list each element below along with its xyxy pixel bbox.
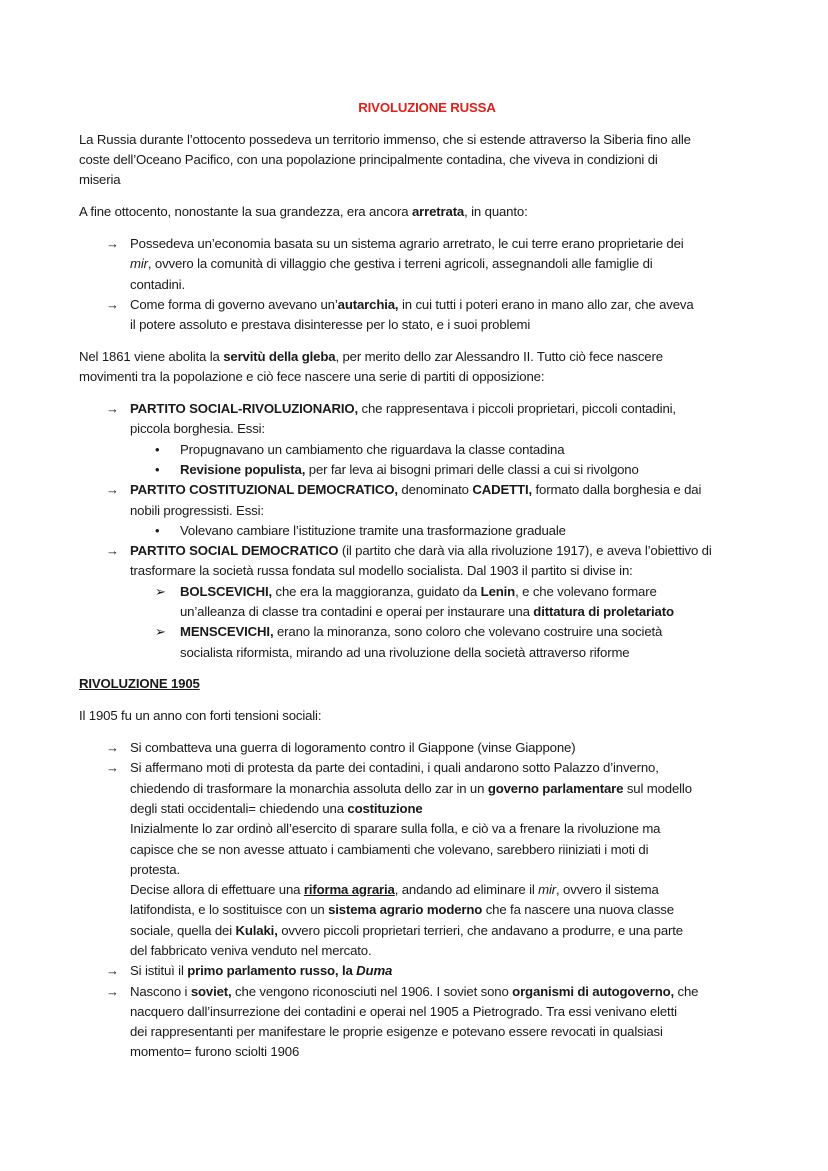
list-item bbox=[79, 541, 779, 582]
text-run: Come forma di governo avevano un’ bbox=[130, 296, 338, 312]
text-run: socialista riformista, mirando ad una rivoluzione della società attraverso riforme bbox=[180, 644, 630, 660]
text-line bbox=[79, 98, 779, 118]
bold-text: riforma agraria bbox=[303, 882, 395, 898]
chevron-icon: ➢ bbox=[155, 624, 166, 640]
text-line bbox=[130, 921, 779, 941]
bullet-icon: • bbox=[155, 522, 160, 538]
text-line bbox=[130, 234, 779, 254]
text-line bbox=[130, 480, 779, 500]
text-run: il potere assoluto e prestava disinteresse per lo stato, e i suoi problemi bbox=[130, 317, 531, 333]
text-run: miseria bbox=[79, 172, 121, 188]
text-block bbox=[79, 347, 779, 388]
text-run: capisce che se non avesse attuato i cambiamenti che volevano, sarebbero riiniziati i moti di bbox=[130, 841, 649, 857]
arrow-icon: → bbox=[106, 296, 119, 312]
bold-text: BOLSCEVICHI, bbox=[180, 583, 272, 599]
text-line bbox=[180, 622, 779, 642]
text-run: nobili progressisti. Essi: bbox=[130, 502, 264, 518]
text-line bbox=[79, 706, 779, 726]
text-line bbox=[130, 419, 779, 439]
text-line bbox=[180, 440, 779, 460]
bold-text: Duma bbox=[356, 963, 393, 979]
arrow-icon: → bbox=[106, 983, 119, 999]
bold-text: autarchia, bbox=[337, 296, 399, 312]
text-run: Propugnavano un cambiamento che riguardava la classe contadina bbox=[180, 441, 565, 457]
bold-text: Lenin bbox=[480, 583, 516, 599]
text-run: che vengono riconosciuti nel 1906. I soviet sono bbox=[231, 983, 513, 999]
list-item bbox=[79, 582, 779, 623]
text-run: che era la maggioranza, guidato da bbox=[272, 583, 481, 599]
list-item bbox=[79, 521, 779, 541]
bold-text: PARTITO SOCIAL-RIVOLUZIONARIO, bbox=[130, 401, 358, 417]
text-run: Il 1905 fu un anno con forti tensioni sociali: bbox=[79, 708, 322, 724]
bold-text: organismi di autogoverno, bbox=[512, 983, 675, 999]
bold-text: CADETTI, bbox=[472, 482, 532, 498]
text-run: trasformare la società russa fondata sul modello socialista. Dal 1903 il partito si divise in: bbox=[130, 563, 633, 579]
text-run: formato dalla borghesia e dai bbox=[531, 482, 702, 498]
text-run: denominato bbox=[397, 482, 473, 498]
text-line bbox=[180, 521, 779, 541]
text-run: Si affermano moti di protesta da parte dei contadini, i quali andarono sotto Palazzo d’inverno, bbox=[130, 760, 659, 776]
text-run: Si combatteva una guerra di logoramento contro il Giappone (vinse Giappone) bbox=[130, 740, 576, 756]
text-line bbox=[180, 460, 779, 480]
text-line bbox=[130, 779, 779, 799]
list-item bbox=[79, 440, 779, 460]
text-line bbox=[130, 758, 779, 778]
list-item bbox=[79, 622, 779, 663]
bold-text: primo parlamento russo, la bbox=[187, 963, 357, 979]
document-page bbox=[79, 98, 779, 1074]
text-run: Nel 1861 viene abolita la bbox=[79, 348, 224, 364]
text-run: Si istituì il bbox=[130, 963, 188, 979]
bold-text: costituzione bbox=[347, 800, 423, 816]
bold-text: sistema agrario moderno bbox=[328, 902, 483, 918]
text-run: chiedendo di trasformare la monarchia assoluta dello zar in un bbox=[130, 780, 488, 796]
text-run: latifondista, e lo sostituisce con un bbox=[130, 902, 329, 918]
bold-text: arretrata bbox=[411, 204, 465, 220]
text-line bbox=[130, 1002, 779, 1022]
parties-list bbox=[79, 399, 779, 663]
text-block bbox=[79, 674, 779, 694]
italic-text: mir bbox=[538, 882, 557, 898]
arrow-icon: → bbox=[106, 740, 119, 756]
text-run: (il partito che darà via alla rivoluzione 1917), e aveva l’obiettivo di bbox=[338, 543, 712, 559]
text-line bbox=[130, 900, 779, 920]
text-line bbox=[130, 1022, 779, 1042]
text-line bbox=[79, 170, 779, 190]
bullet-icon: • bbox=[155, 441, 160, 457]
chevron-icon: ➢ bbox=[155, 583, 166, 599]
text-block bbox=[79, 706, 779, 726]
text-run: Decise allora di effettuare una bbox=[130, 882, 304, 898]
bold-text: PARTITO COSTITUZIONAL DEMOCRATICO, bbox=[130, 482, 398, 498]
arrow-icon: → bbox=[106, 963, 119, 979]
text-run: , ovvero il sistema bbox=[556, 882, 659, 898]
intro-paragraph bbox=[79, 130, 779, 191]
text-line bbox=[130, 819, 779, 839]
text-run: momento= furono sciolti 1906 bbox=[130, 1044, 300, 1060]
text-run: , ovvero la comunità di villaggio che gestiva i terreni agricoli, assegnandoli alle famiglie di bbox=[147, 256, 653, 272]
text-run: , e che volevano formare bbox=[515, 583, 657, 599]
text-line bbox=[180, 582, 779, 602]
text-run: per far leva ai bisogni primari delle classi a cui si rivolgono bbox=[305, 461, 639, 477]
bold-text: governo parlamentare bbox=[487, 780, 624, 796]
revolution-1905-list bbox=[79, 738, 779, 1063]
text-run: che rappresentava i piccoli proprietari, piccoli contadini, bbox=[358, 401, 676, 417]
text-line bbox=[79, 347, 779, 367]
text-line bbox=[130, 399, 779, 419]
text-run: sociale, quella dei bbox=[130, 922, 236, 938]
bold-text: Kulaki, bbox=[235, 922, 278, 938]
text-line bbox=[130, 961, 779, 981]
text-line bbox=[130, 840, 779, 860]
text-run: piccola borghesia. Essi: bbox=[130, 421, 265, 437]
text-run: , per merito dello zar Alessandro II. Tutto ciò fece nascere bbox=[335, 348, 663, 364]
text-run: RIVOLUZIONE 1905 bbox=[79, 676, 200, 692]
list-item bbox=[79, 480, 779, 521]
text-block bbox=[79, 98, 779, 118]
backwardness-list bbox=[79, 234, 779, 335]
bold-text: Revisione populista, bbox=[180, 461, 306, 477]
text-run: che bbox=[674, 983, 699, 999]
text-line bbox=[130, 275, 779, 295]
text-line bbox=[130, 295, 779, 315]
text-line bbox=[130, 1042, 779, 1062]
text-run: , in quanto: bbox=[464, 204, 528, 220]
text-line bbox=[79, 674, 779, 694]
section-heading-1905 bbox=[79, 674, 779, 694]
text-run: La Russia durante l’ottocento possedeva un territorio immenso, che si estende attraverso la Siberia fino alle bbox=[79, 131, 691, 147]
text-run: dei rappresentanti per manifestare le proprie esigenze e potevano essere revocati in qualsiasi bbox=[130, 1024, 663, 1040]
text-run: coste dell’Oceano Pacifico, con una popolazione principalmente contadina, che viveva in condizioni di bbox=[79, 152, 658, 168]
text-run: ovvero piccoli proprietari terrieri, che andavano a produrre, e una parte bbox=[277, 922, 683, 938]
arrow-icon: → bbox=[106, 401, 119, 417]
text-line bbox=[130, 315, 779, 335]
bold-text: servitù della gleba bbox=[223, 348, 336, 364]
text-line bbox=[130, 254, 779, 274]
text-run: Inizialmente lo zar ordinò all’esercito di sparare sulla folla, e ciò va a frenare la rivoluzione ma bbox=[130, 821, 661, 837]
serfdom-paragraph bbox=[79, 347, 779, 388]
text-run: Nascono i bbox=[130, 983, 191, 999]
text-line bbox=[79, 202, 779, 222]
text-line bbox=[130, 799, 779, 819]
text-line bbox=[79, 150, 779, 170]
list-item bbox=[79, 460, 779, 480]
list-item bbox=[79, 758, 779, 961]
list-item bbox=[79, 738, 779, 758]
arrow-icon: → bbox=[106, 235, 119, 251]
text-run: contadini. bbox=[130, 276, 185, 292]
page-title bbox=[79, 98, 779, 118]
bold-text: soviet, bbox=[190, 983, 232, 999]
text-line bbox=[130, 561, 779, 581]
text-run: degli stati occidentali= chiedendo una bbox=[130, 800, 348, 816]
text-run: Possedeva un’economia basata su un sistema agrario arretrato, le cui terre erano proprietarie dei bbox=[130, 235, 684, 251]
arrow-icon: → bbox=[106, 760, 119, 776]
text-run: Volevano cambiare l’istituzione tramite una trasformazione graduale bbox=[180, 522, 566, 538]
bold-text: MENSCEVICHI, bbox=[180, 624, 274, 640]
bold-text: PARTITO SOCIAL DEMOCRATICO bbox=[130, 543, 339, 559]
text-line bbox=[79, 367, 779, 387]
bullet-icon: • bbox=[155, 461, 160, 477]
arrow-icon: → bbox=[106, 482, 119, 498]
backwardness-paragraph bbox=[79, 202, 779, 222]
text-line bbox=[180, 602, 779, 622]
text-run: in cui tutti i poteri erano in mano allo zar, che aveva bbox=[398, 296, 694, 312]
text-run: movimenti tra la popolazione e ciò fece nascere una serie di partiti di opposizione: bbox=[79, 369, 545, 385]
text-run: nacquero dall’insurrezione dei contadini e operai nel 1905 a Pietrogrado. Tra essi venivano eletti bbox=[130, 1003, 677, 1019]
text-run: che fa nascere una nuova classe bbox=[482, 902, 674, 918]
text-run: RIVOLUZIONE RUSSA bbox=[358, 100, 496, 115]
text-block bbox=[79, 130, 779, 191]
text-line bbox=[130, 738, 779, 758]
text-run: un’alleanza di classe tra contadini e operai per instaurare una bbox=[180, 604, 534, 620]
text-run: del fabbricato veniva venduto nel mercato. bbox=[130, 942, 372, 958]
text-run: A fine ottocento, nonostante la sua grandezza, era ancora bbox=[79, 204, 412, 220]
bold-text: dittatura di proletariato bbox=[533, 604, 674, 620]
text-run: protesta. bbox=[130, 861, 180, 877]
text-line bbox=[130, 982, 779, 1002]
text-block bbox=[79, 202, 779, 222]
text-line bbox=[130, 860, 779, 880]
text-line bbox=[130, 501, 779, 521]
list-item bbox=[79, 399, 779, 440]
text-run: sul modello bbox=[623, 780, 692, 796]
tensions-paragraph bbox=[79, 706, 779, 726]
text-line bbox=[180, 643, 779, 663]
list-item bbox=[79, 961, 779, 981]
list-item bbox=[79, 234, 779, 295]
text-line bbox=[79, 130, 779, 150]
text-line bbox=[130, 880, 779, 900]
italic-text: mir bbox=[130, 256, 148, 272]
text-line bbox=[130, 941, 779, 961]
text-line bbox=[130, 541, 779, 561]
list-item bbox=[79, 295, 779, 336]
text-run: , andando ad eliminare il bbox=[394, 882, 539, 898]
list-item bbox=[79, 982, 779, 1063]
arrow-icon: → bbox=[106, 543, 119, 559]
text-run: erano la minoranza, sono coloro che volevano costruire una società bbox=[273, 624, 663, 640]
